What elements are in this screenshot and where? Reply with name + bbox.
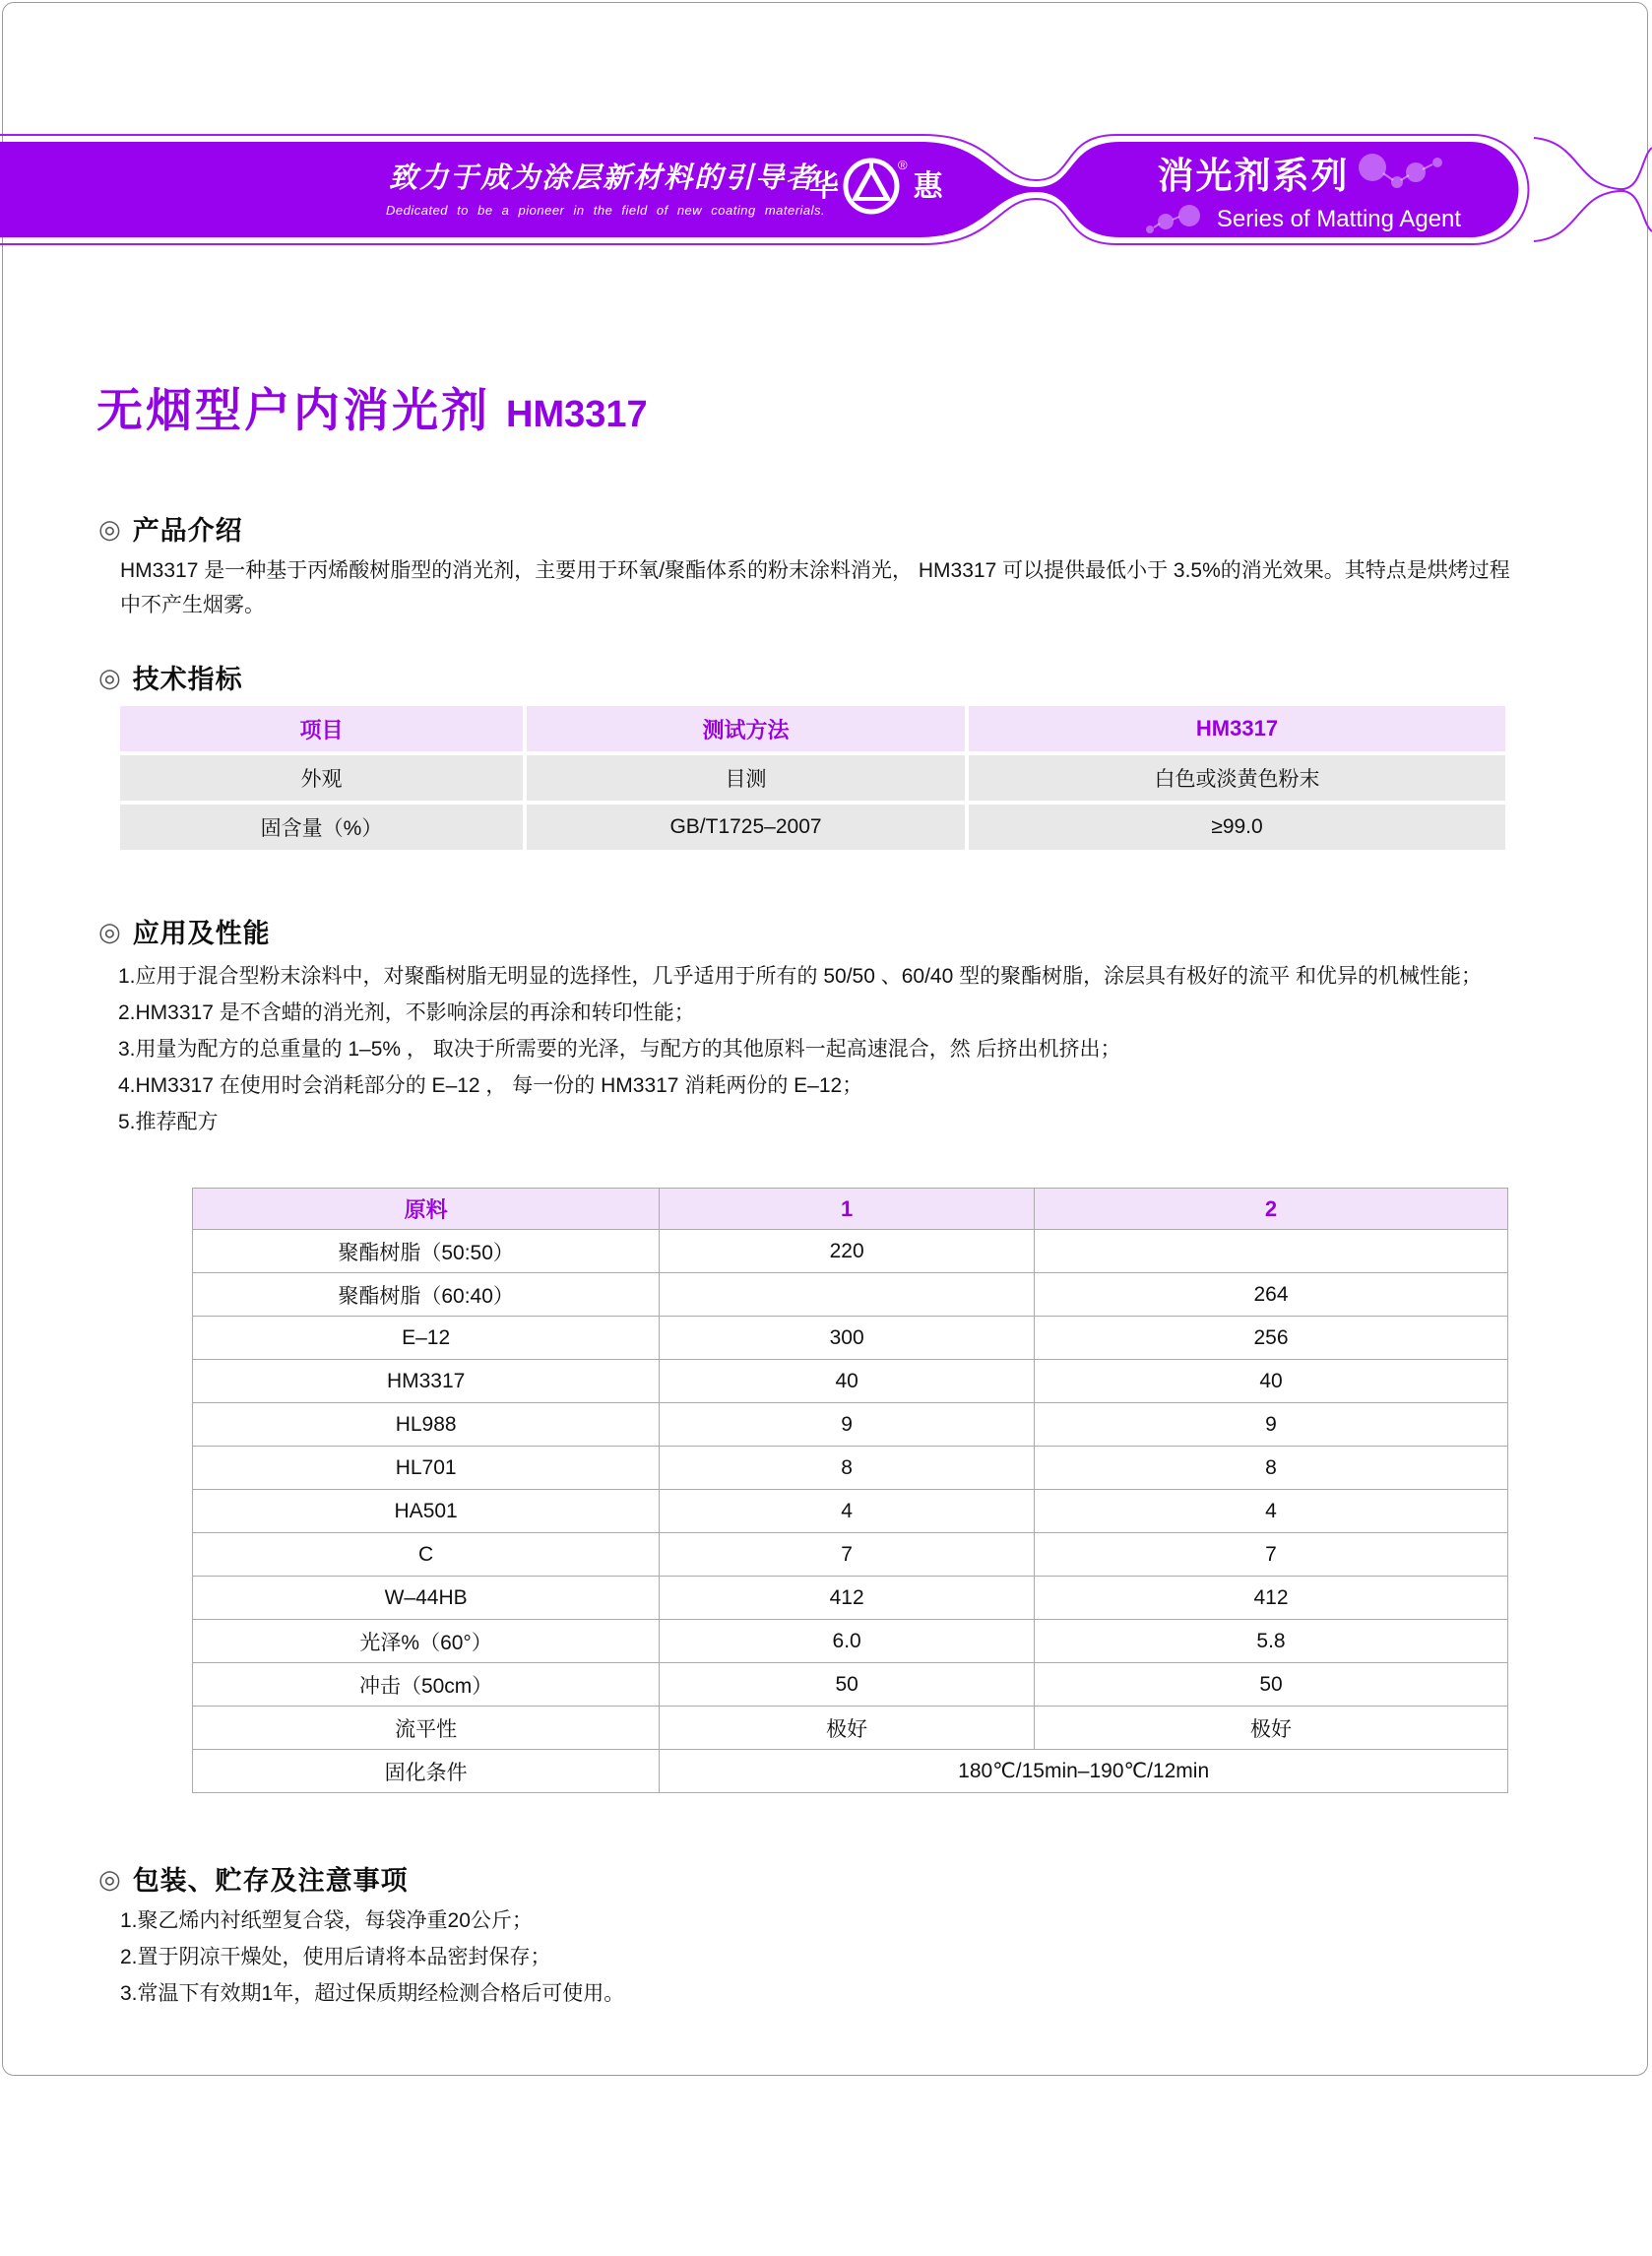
formula-col-header: 1 [660, 1189, 1035, 1230]
tech-cell: 外观 [120, 755, 523, 801]
table-cell [660, 1273, 1035, 1317]
tech-cell: 目测 [527, 755, 965, 801]
table-row [193, 1707, 1508, 1750]
table-cell: W–44HB [193, 1577, 660, 1620]
series-title-en: Series of Matting Agent [1216, 206, 1462, 232]
table-row [193, 1490, 1508, 1533]
table-cell: 50 [1035, 1663, 1508, 1707]
band-curl-bottom [1534, 191, 1652, 241]
formulation-table [192, 1188, 1508, 1793]
section-bullet-icon: ◎ [98, 1863, 121, 1894]
table-cell: 流平性 [193, 1707, 660, 1750]
product-model: HM3317 [506, 394, 648, 435]
table-cell: 8 [1035, 1447, 1508, 1490]
table-cell: 7 [1035, 1533, 1508, 1577]
table-cell: 极好 [1035, 1707, 1508, 1750]
table-row [193, 1447, 1508, 1490]
section-title: 产品介绍 [132, 516, 243, 546]
table-cell: 4 [660, 1490, 1035, 1533]
table-row [193, 1189, 1508, 1230]
table-cell: C [193, 1533, 660, 1577]
table-cell: 5.8 [1035, 1620, 1508, 1663]
table-cell: 412 [660, 1577, 1035, 1620]
section-heading-tech [98, 658, 243, 696]
section-title: 技术指标 [132, 665, 243, 694]
section-title: 包装、贮存及注意事项 [132, 1866, 409, 1896]
list-item: 2.HM3317 是不含蜡的消光剂，不影响涂层的再涂和转印性能； [118, 1001, 695, 1024]
tech-col-header: HM3317 [969, 706, 1505, 751]
table-cell: 9 [660, 1403, 1035, 1447]
table-row [193, 1620, 1508, 1663]
table-cell: 40 [1035, 1360, 1508, 1403]
table-cell: 220 [660, 1230, 1035, 1273]
section-heading-packaging [98, 1859, 409, 1898]
section-bullet-icon: ◎ [98, 916, 121, 946]
series-pill [1091, 146, 1514, 236]
list-item: 5.推荐配方 [118, 1111, 219, 1133]
table-cell: 50 [660, 1663, 1035, 1707]
table-row [193, 1360, 1508, 1403]
table-row [193, 1663, 1508, 1707]
list-item: 4.HM3317 在使用时会消耗部分的 E–12 ， 每一份的 HM3317 消耗两份的 E–12； [118, 1074, 863, 1097]
series-title-zh: 消光剂系列 [1157, 156, 1350, 196]
tech-cell: ≥99.0 [969, 805, 1505, 850]
table-cell: 冲击（50cm） [193, 1663, 660, 1707]
company-logo [809, 150, 943, 216]
table-row [193, 1577, 1508, 1620]
formula-col-header: 原料 [193, 1189, 660, 1230]
table-cell: HA501 [193, 1490, 660, 1533]
tech-cell: GB/T1725–2007 [527, 805, 965, 850]
table-row [193, 1403, 1508, 1447]
tagline-english: Dedicated to be a pioneer in the field of new coating materials. [386, 203, 826, 218]
table-cell: 固化条件 [193, 1750, 660, 1793]
table-cell: E–12 [193, 1317, 660, 1360]
tech-specs-table [120, 706, 1509, 850]
table-cell: 40 [660, 1360, 1035, 1403]
list-item: 3.用量为配方的总重量的 1–5% ， 取决于所需要的光泽，与配方的其他原料一起高速混合，然 后挤出机挤出； [118, 1038, 1121, 1061]
table-cell: HL988 [193, 1403, 660, 1447]
list-item: 3.常温下有效期1年，超过保质期经检测合格后可使用。 [120, 1982, 625, 2005]
section-bullet-icon: ◎ [98, 662, 121, 692]
tech-cell: 白色或淡黄色粉末 [969, 755, 1505, 801]
table-cell: 4 [1035, 1490, 1508, 1533]
table-cell: 9 [1035, 1403, 1508, 1447]
application-list [118, 958, 1544, 1140]
table-cell: 聚酯树脂（50:50） [193, 1230, 660, 1273]
table-cell: 6.0 [660, 1620, 1035, 1663]
tech-cell: 固含量（%） [120, 805, 523, 850]
table-row [193, 1317, 1508, 1360]
logo-char-right: 惠 [913, 169, 943, 203]
table-cell: 264 [1035, 1273, 1508, 1317]
packaging-list [120, 1902, 1498, 2012]
list-item: 2.置于阴凉干燥处，使用后请将本品密封保存； [120, 1946, 551, 1968]
section-heading-application [98, 912, 271, 950]
table-cell: 聚酯树脂（60:40） [193, 1273, 660, 1317]
registered-trademark-icon: ® [898, 158, 908, 172]
list-item: 1.聚乙烯内衬纸塑复合袋，每袋净重20公斤； [120, 1909, 533, 1932]
product-name: 无烟型户内消光剂 [96, 384, 490, 436]
tagline-chinese: 致力于成为涂层新材料的引导者 [388, 162, 816, 194]
table-cell: 极好 [660, 1707, 1035, 1750]
table-cell-curing-condition: 180℃/15min–190℃/12min [660, 1750, 1508, 1793]
table-cell: 412 [1035, 1577, 1508, 1620]
band-curl-top [1534, 138, 1652, 189]
table-row [193, 1273, 1508, 1317]
section-bullet-icon: ◎ [98, 513, 121, 544]
tech-col-header: 测试方法 [527, 706, 965, 751]
formula-col-header: 2 [1035, 1189, 1508, 1230]
section-title: 应用及性能 [132, 919, 271, 948]
molecule-dots-small-icon [1144, 203, 1207, 236]
table-cell: HL701 [193, 1447, 660, 1490]
tech-col-header: 项目 [120, 706, 523, 751]
product-title [96, 374, 648, 440]
table-row [193, 1230, 1508, 1273]
table-cell: 7 [660, 1533, 1035, 1577]
table-cell: 256 [1035, 1317, 1508, 1360]
logo-mark-icon [841, 156, 902, 222]
header-tagline [386, 156, 826, 218]
table-cell: 光泽%（60°） [193, 1620, 660, 1663]
table-cell: 300 [660, 1317, 1035, 1360]
logo-char-left: 华 [809, 169, 839, 203]
table-cell [1035, 1230, 1508, 1273]
table-row [193, 1750, 1508, 1793]
section-heading-intro [98, 509, 243, 548]
intro-paragraph: HM3317 是一种基于丙烯酸树脂型的消光剂，主要用于环氧/聚酯体系的粉末涂料消光， HM3317 可以提供最低小于 3.5%的消光效果。其特点是烘烤过程中不产生烟雾。 [120, 559, 1510, 616]
table-cell: 8 [660, 1447, 1035, 1490]
table-row [193, 1533, 1508, 1577]
table-cell: HM3317 [193, 1360, 660, 1403]
molecule-dots-icon [1358, 148, 1448, 197]
list-item: 1.应用于混合型粉末涂料中，对聚酯树脂无明显的选择性，几乎适用于所有的 50/50 、60/40 型的聚酯树脂，涂层具有极好的流平 和优异的机械性能； [118, 965, 1482, 988]
